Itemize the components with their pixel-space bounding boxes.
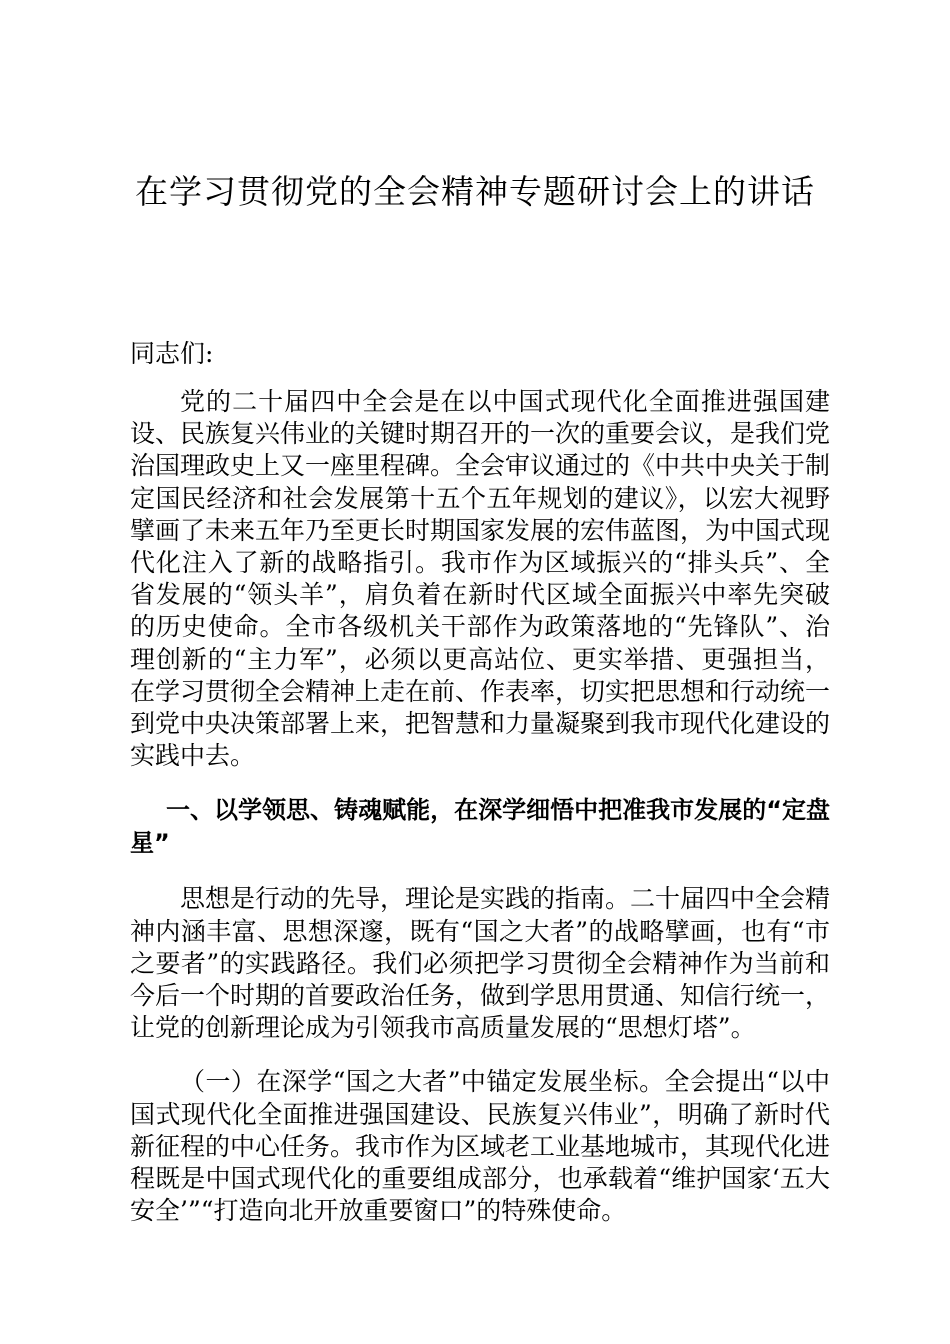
section-heading-1: 一、以学领思、铸魂赋能，在深学细悟中把准我市发展的“定盘星” bbox=[130, 796, 830, 857]
body-paragraph-section-1: 思想是行动的先导，理论是实践的指南。二十届四中全会精神内涵丰富、思想深邃，既有“国之大者”的战略擘画，也有“市之要者”的实践路径。我们必须把学习贯彻全会精神作为当前和今后一个时期的首要政治任务，做到学思用贯通、知信行统一，让党的创新理论成为引领我市高质量发展的“思想灯塔”。 bbox=[130, 884, 831, 1043]
body-paragraph-subsection-1: （一）在深学“国之大者”中锚定发展坐标。全会提出“以中国式现代化全面推进强国建设、民族复兴伟业”，明确了新时代新征程的中心任务。我市作为区域老工业基地城市，其现代化进程既是中国式现代化的重要组成部分，也承载着“维护国家‘五大安全’”“打造向北开放重要窗口”的特殊使命。 bbox=[130, 1067, 831, 1226]
body-paragraph-intro: 党的二十届四中全会是在以中国式现代化全面推进强国建设、民族复兴伟业的关键时期召开的一次的重要会议，是我们党治国理政史上又一座里程碑。全会审议通过的《中共中央关于制定国民经济和社会发展第十五个五年规划的建议》，以宏大视野擘画了未来五年乃至更长时期国家发展的宏伟蓝图，为中国式现代化注入了新的战略指引。我市作为区域振兴的“排头兵”、全省发展的“领头羊”，肩负着在新时代区域全面振兴中率先突破的历史使命。全市各级机关干部作为政策落地的“先锋队”、治理创新的“主力军”，必须以更高站位、更实举措、更强担当，在学习贯彻全会精神上走在前、作表率，切实把思想和行动统一到党中央决策部署上来，把智慧和力量凝聚到我市现代化建设的实践中去。 bbox=[130, 387, 831, 771]
document-title: 在学习贯彻党的全会精神专题研讨会上的讲话 bbox=[135, 172, 815, 211]
document-body bbox=[130, 338, 830, 1249]
salutation: 同志们: bbox=[130, 339, 214, 368]
